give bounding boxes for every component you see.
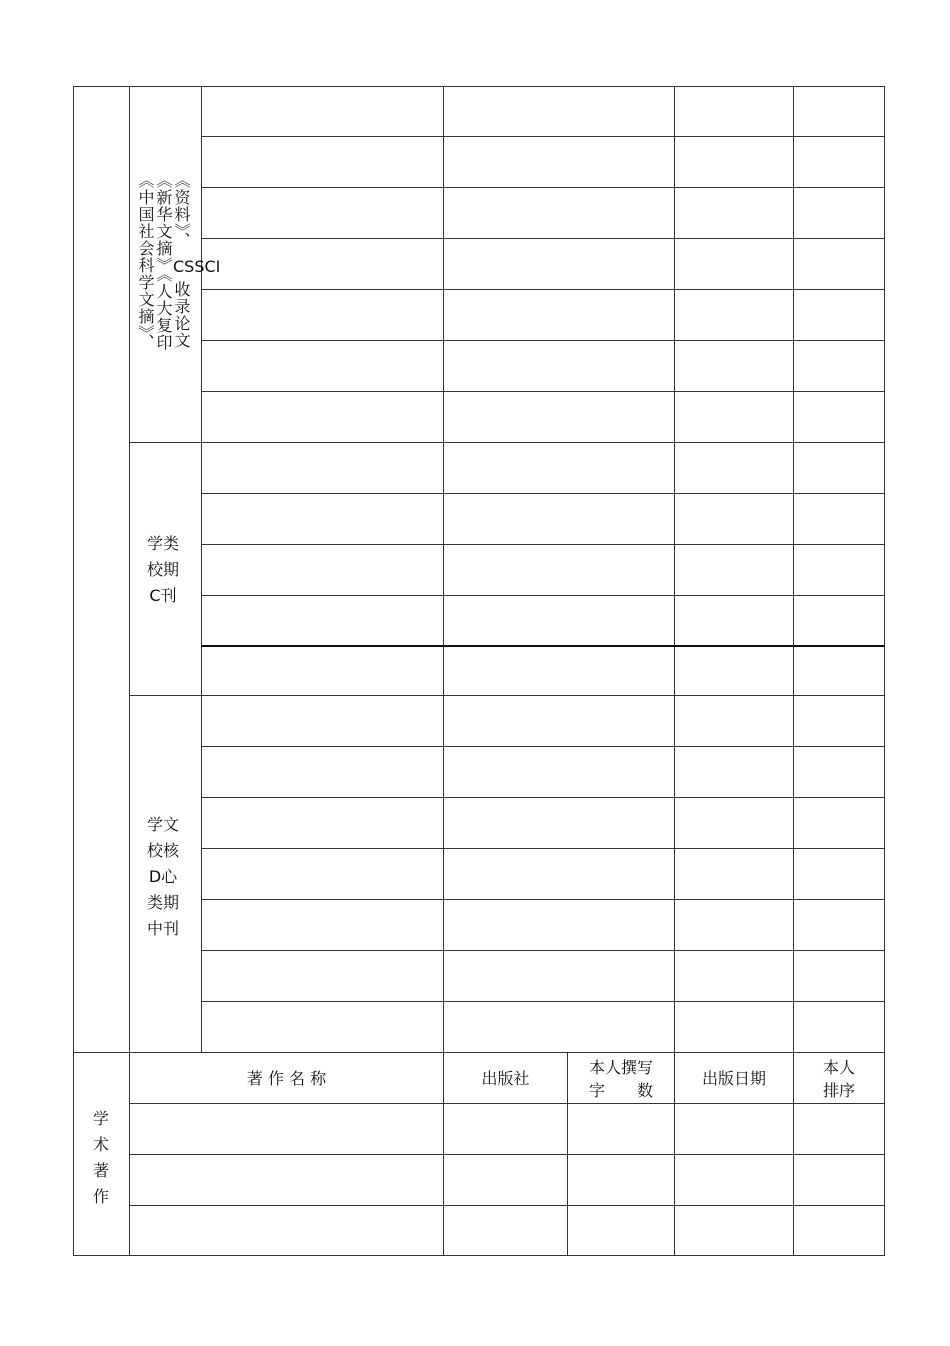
header-work-title: 著 作 名 称: [246, 1069, 327, 1088]
header-publish-date: 出版日期: [701, 1069, 766, 1088]
header-words-line2: 字 数: [588, 1081, 653, 1100]
works-side-char: 著: [92, 1161, 109, 1180]
c-class-section-label: [136, 531, 190, 609]
col-divider-title: [201, 86, 202, 1052]
c-class-label-line: 学类: [146, 534, 179, 553]
row-line: [201, 391, 885, 392]
d-class-label-line: D心: [148, 867, 178, 886]
d-class-label-line: 学文: [146, 815, 179, 834]
table-left-border: [73, 86, 74, 1256]
d-class-label-line: 校核: [146, 841, 179, 860]
row-line: [201, 187, 885, 188]
cssci-label-col1: 《资料》、: [172, 172, 191, 249]
row-line: [201, 746, 885, 747]
works-top-border: [73, 1052, 885, 1053]
cssci-label-cssci: CSSCI: [173, 257, 221, 276]
row-line: [201, 950, 885, 951]
header-publisher: 出版社: [481, 1069, 530, 1088]
header-words-line1: 本人撰写: [588, 1058, 653, 1077]
works-row-line: [129, 1154, 885, 1155]
table-bottom-border: [73, 1255, 885, 1256]
row-line: [201, 899, 885, 900]
d-class-label-line: 中刊: [146, 919, 179, 938]
row-line: [201, 1001, 885, 1002]
row-line: [201, 848, 885, 849]
section-divider: [129, 442, 885, 443]
row-line: [201, 595, 885, 596]
d-class-section-label: [136, 812, 190, 942]
cssci-label-col2: 《新华文摘》《人大复印: [154, 172, 173, 351]
header-rank-line2: 排序: [822, 1081, 855, 1100]
row-line: [201, 238, 885, 239]
works-side-char: 作: [92, 1187, 109, 1206]
d-class-label-line: 类期: [146, 893, 179, 912]
works-side-char: 学: [92, 1109, 109, 1128]
table-right-border: [884, 86, 885, 1256]
c-class-label-line: C刊: [149, 586, 177, 605]
row-line: [201, 289, 885, 290]
row-line: [201, 493, 885, 494]
row-line: [201, 340, 885, 341]
table-top-border: [73, 86, 885, 87]
works-side-label: [80, 1106, 122, 1210]
c-class-label-line: 校期: [146, 560, 179, 579]
works-side-char: 术: [92, 1135, 109, 1154]
row-line-bold: [201, 645, 885, 647]
section-divider: [129, 695, 885, 696]
row-line: [201, 797, 885, 798]
cssci-label-col4: 收录论文: [172, 281, 191, 349]
cssci-label-col3: 《中国社会科学文摘》、: [136, 172, 155, 351]
header-rank-line1: 本人: [822, 1058, 855, 1077]
works-header-bottom: [129, 1103, 885, 1104]
row-line: [201, 136, 885, 137]
row-line: [201, 544, 885, 545]
works-row-line: [129, 1205, 885, 1206]
